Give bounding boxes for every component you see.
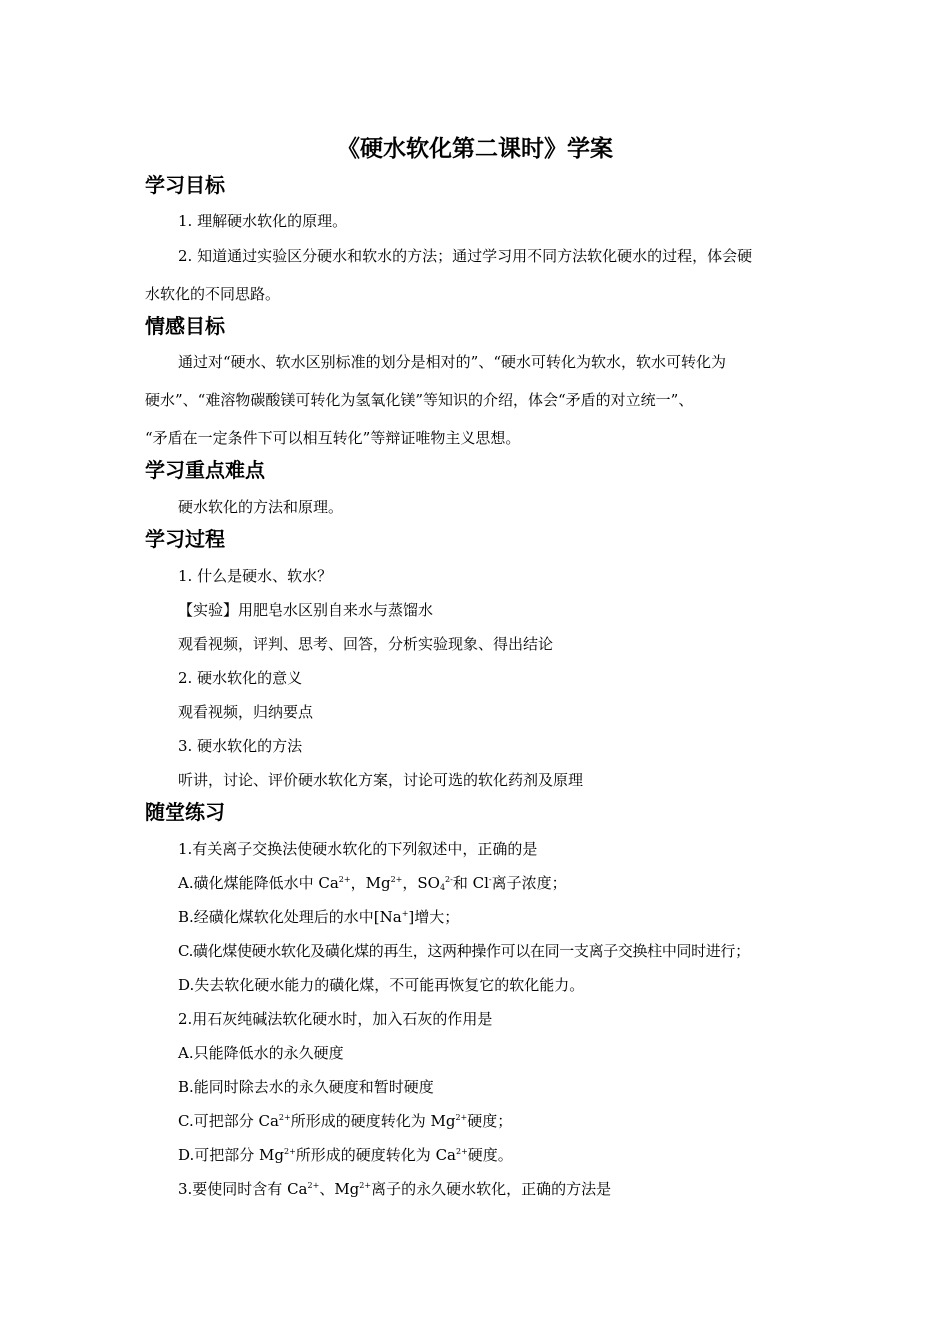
process-item: 1. 什么是硬水、软水？	[178, 567, 333, 585]
heading-emotion-goals: 情感目标	[145, 314, 225, 338]
heading-learning-process: 学习过程	[145, 527, 225, 551]
page-title: 《硬水软化第二课时》学案	[337, 136, 613, 162]
question-2-option-b: B.能同时除去水的永久硬度和暂时硬度	[178, 1078, 434, 1096]
process-item: 听讲，讨论、评价硬水软化方案，讨论可选的软化药剂及原理	[178, 771, 584, 789]
question-2-option-c: C.可把部分 $Ca^{2+}$所形成的硬度转化为 $Mg^{2+}$硬度；	[178, 1112, 513, 1130]
question-2-option-d: D.可把部分 $Mg^{2+}$所形成的硬度转化为 $Ca^{2+}$硬度。	[178, 1146, 513, 1164]
question-1-option-c: C.磺化煤使硬水软化及磺化煤的再生，这两种操作可以在同一支离子交换柱中同时进行；	[178, 942, 750, 960]
key-point-text: 硬水软化的方法和原理。	[178, 498, 344, 516]
goal-2-line-1: 2. 知道通过实验区分硬水和软水的方法；通过学习用不同方法软化硬水的过程，体会硬	[178, 247, 753, 265]
process-item: 2. 硬水软化的意义	[178, 669, 303, 687]
question-1-option-d: D.失去软化硬水能力的磺化煤，不可能再恢复它的软化能力。	[178, 976, 585, 994]
emotion-line-2: 硬水”、“难溶物碳酸镁可转化为氢氧化镁”等知识的介绍，体会“矛盾的对立统一”、	[145, 391, 694, 409]
goal-1: 1. 理解硬水软化的原理。	[178, 212, 348, 230]
process-item: 3. 硬水软化的方法	[178, 737, 303, 755]
question-2: 2.用石灰纯碱法软化硬水时，加入石灰的作用是	[178, 1010, 493, 1028]
question-3: 3.要使同时含有 $Ca^{2+}$、$Mg^{2+}$离子的永久硬水软化，正确的方法是	[178, 1180, 612, 1198]
process-item: 观看视频，评判、思考、回答，分析实验现象、得出结论	[178, 635, 554, 653]
heading-learning-goals: 学习目标	[145, 173, 225, 197]
question-1-option-b: B.经磺化煤软化处理后的水中[Na+]增大；	[178, 908, 460, 926]
heading-practice: 随堂练习	[145, 800, 225, 824]
goal-2-line-2: 水软化的不同思路。	[145, 285, 281, 303]
question-1: 1.有关离子交换法使硬水软化的下列叙述中，正确的是	[178, 840, 538, 858]
process-item: 观看视频，归纳要点	[178, 703, 314, 721]
question-2-option-a: A.只能降低水的永久硬度	[178, 1044, 344, 1062]
emotion-line-1: 通过对“硬水、软水区别标准的划分是相对的”、“硬水可转化为软水，软水可转化为	[178, 353, 727, 371]
emotion-line-3: “矛盾在一定条件下可以相互转化”等辩证唯物主义思想。	[145, 429, 521, 447]
question-1-option-a: A.磺化煤能降低水中 $Ca^{2+}$，$Mg^{2+}$，$SO_4^{2-}$和 Cl-离子浓度；	[178, 874, 567, 892]
process-item: 【实验】用肥皂水区别自来水与蒸馏水	[178, 601, 434, 619]
heading-key-points: 学习重点难点	[145, 458, 265, 482]
